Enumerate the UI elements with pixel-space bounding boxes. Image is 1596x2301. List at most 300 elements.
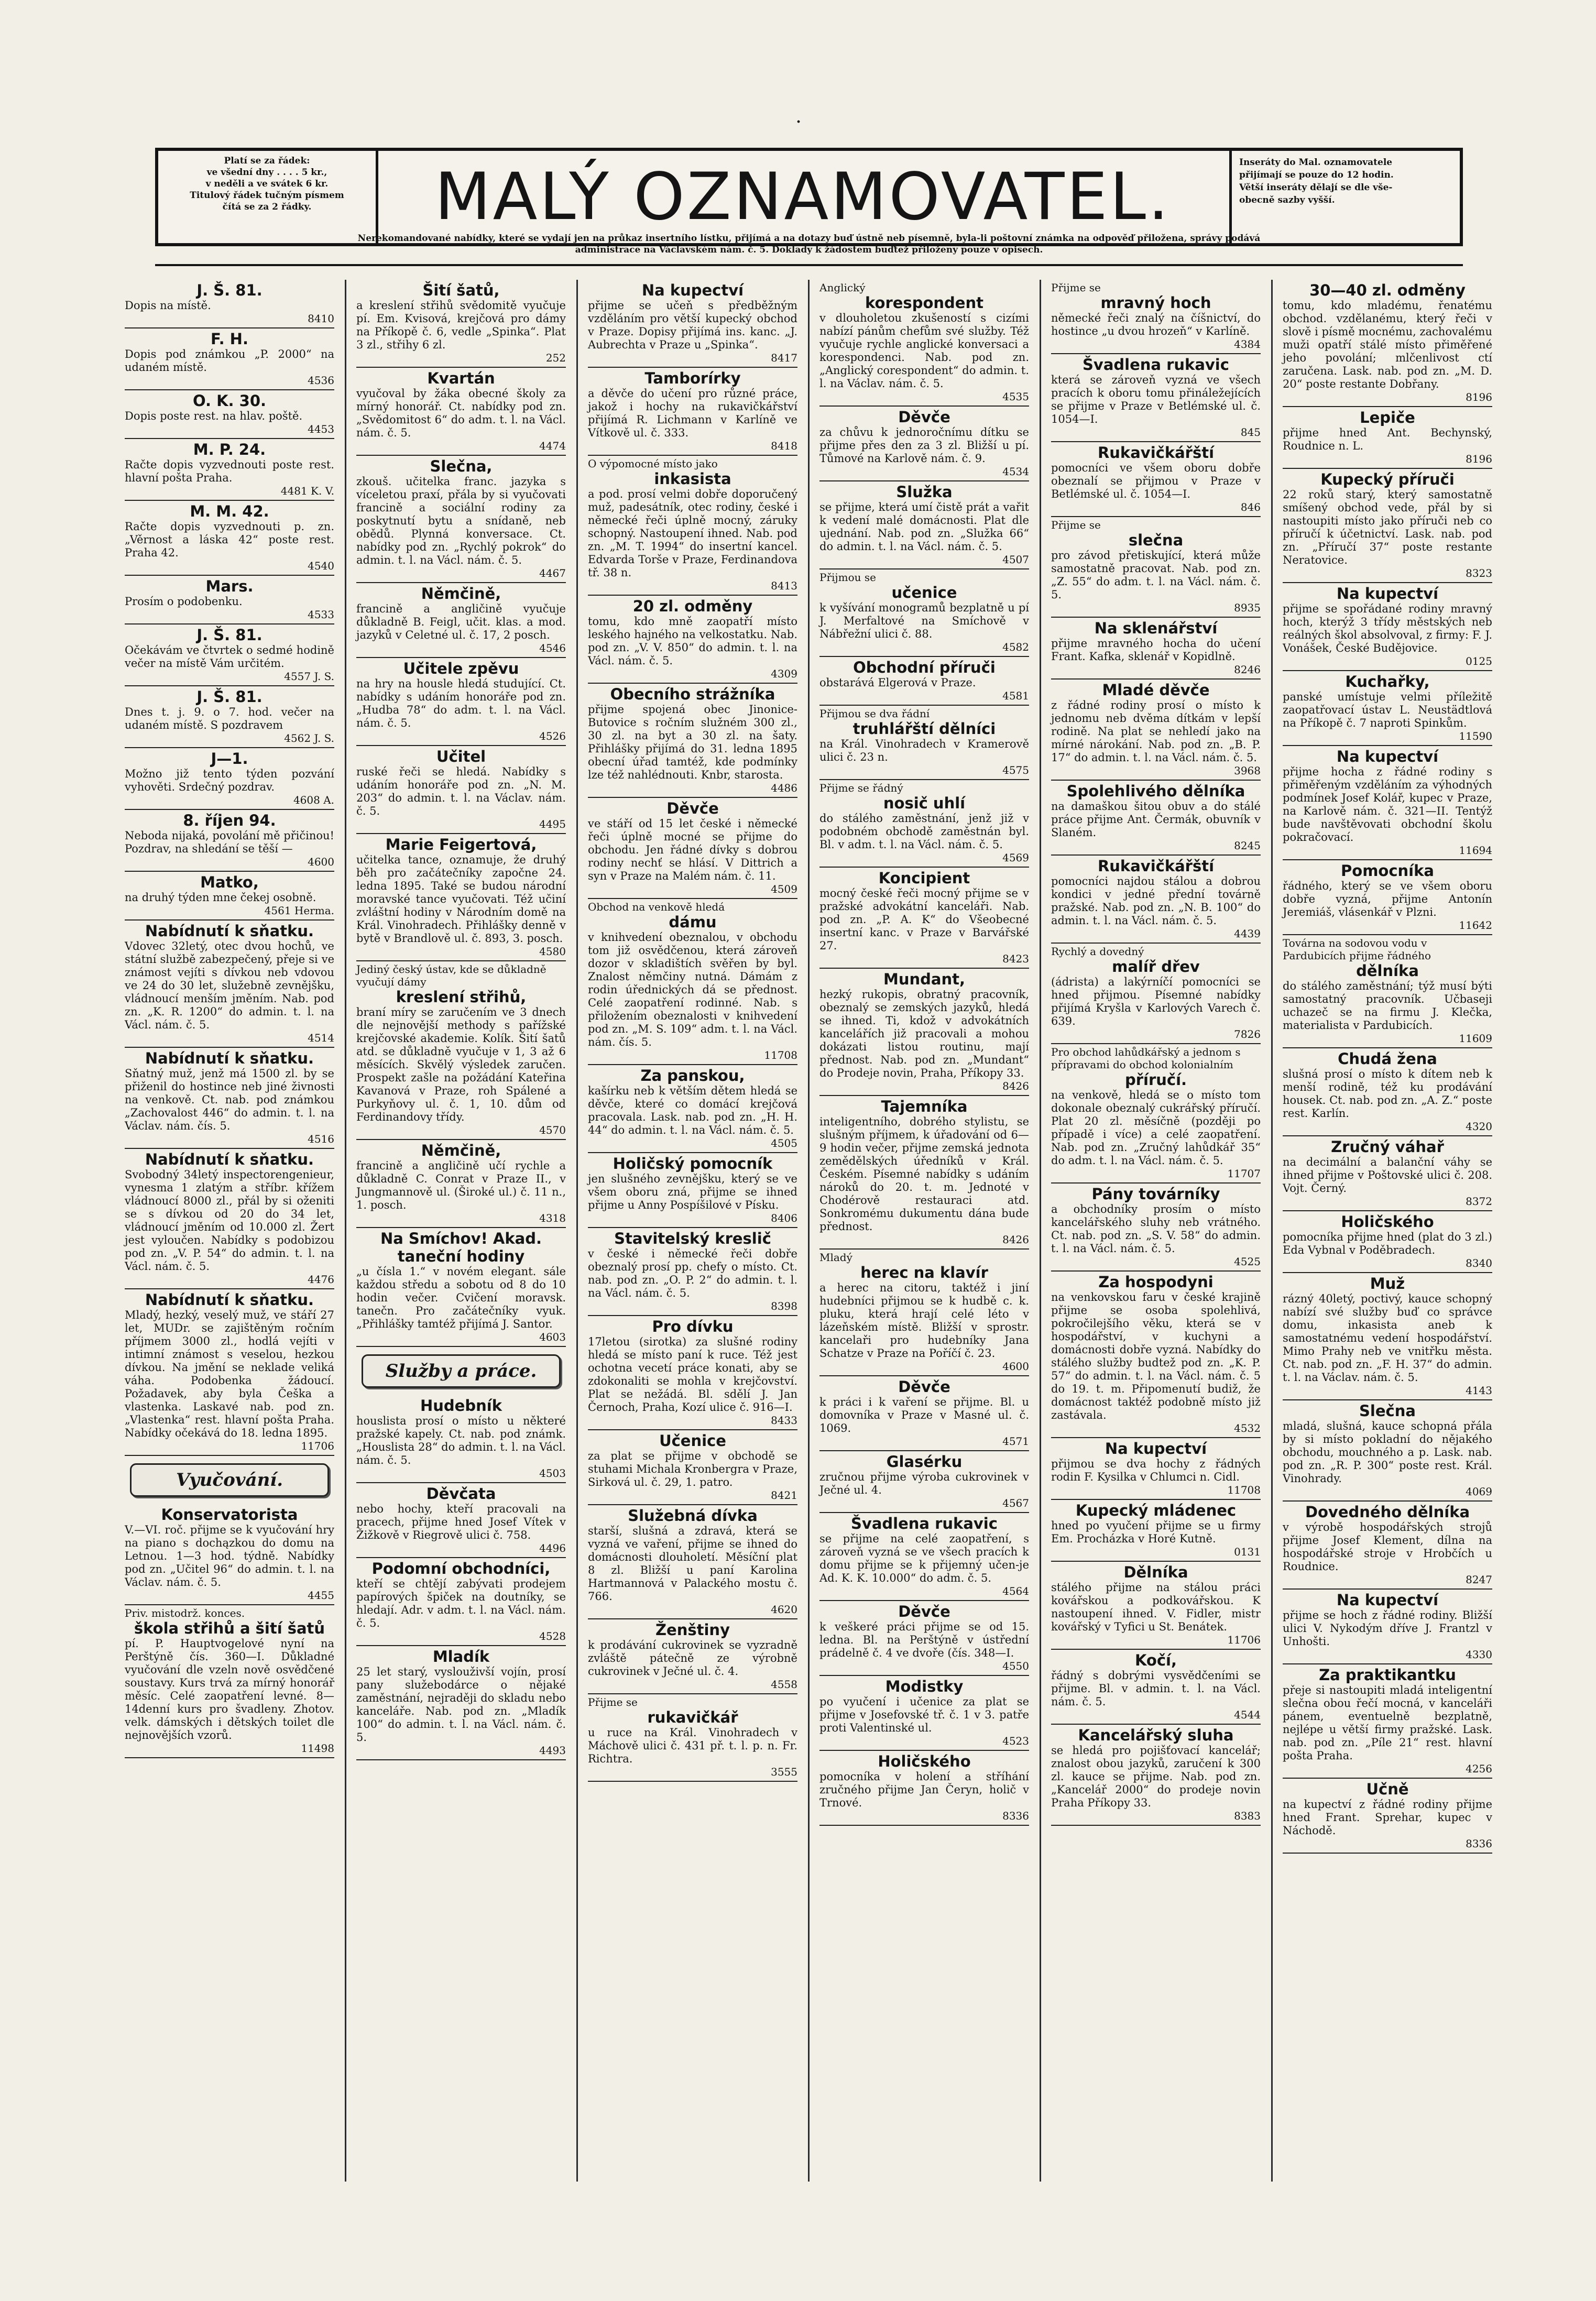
classified-ad <box>1051 618 1261 680</box>
ad-number: 4581 <box>1002 689 1029 702</box>
classified-ad <box>1283 1048 1492 1136</box>
ad-body: v výrobě hospodářských strojů přijme Josef Klement, dílna na hospodářské stroje v Hrobčích u Roudnice. <box>1283 1521 1492 1573</box>
classified-ad <box>1051 354 1261 442</box>
classified-ad <box>1283 1664 1492 1779</box>
notice-line: Nerekomandované nabídky, které se vydají jen na průkaz insertního lístku, přijímá a na dotazy buď ústně neb písemně, byla-li poštovní známka na odpověď přiložena, správy podává <box>357 233 1261 244</box>
ad-number: 4455 <box>308 1589 334 1602</box>
ad-heading: malíř dřev <box>1112 958 1200 976</box>
ad-body: učitelka tance, oznamuje, že druhý běh pro začátečníky započne 24. ledna 1895. Také se budou národní moravské tance vyučovati. Též učiní zvláštní hodiny v Národním domě na Král. Vinohradech. Přihlášky denně v bytě v Brandlově ul. č. 893, 3. posch. <box>356 853 566 945</box>
ad-body: a herec na citoru, taktéž i jiní hudebníci přijmou se k hudbě c. k. pluku, která hrají celé léto v lázeňském místě. Bližší v sprostr. kancelaři pro hudebníky Jana Schatze v Praze na Poříčí č. 23. <box>819 1281 1029 1360</box>
ad-heading: Na sklenářství <box>1094 619 1218 637</box>
ad-body: houslista prosí o místo u některé pražské kapely. Ct. nab. pod známk. „Houslista 28“ do admin. t. l. na Václ. nám. č. 5. <box>356 1415 566 1466</box>
ad-heading: Podomní obchodníci, <box>371 1560 551 1577</box>
ad-heading: Hudebník <box>420 1397 502 1415</box>
ad-preface: Pro obchod lahůdkářský a jednom s přípravami do obchod kolonialním <box>1051 1046 1241 1071</box>
column-rule <box>1271 280 1273 2182</box>
ad-body: Svobodný 34letý inspectorengenieur, vynesma 1 zlatým a stříbr. křížem vládnoucí 8000 zl., přál by si oženiti se s dívkou od 20 do 34 let, vládnoucí jměním od 10.000 zl. Žert jest vyloučen. Nabídky s podobizou pod zn. „V. P. 54“ do admin. t. l. na Václ. nám. č. 5. <box>125 1168 334 1273</box>
ad-body: v české i německé řeči dobře obeznalý prosí pp. chefy o místo. Ct. nab. pod zn. „O. P. 2“ do admin. t. l. na Václ. nám. č. 5. <box>588 1247 797 1299</box>
classified-ad <box>125 748 334 810</box>
ad-heading: Holičského <box>1341 1213 1434 1231</box>
ad-body: Dnes t. j. 9. o 7. hod. večer na udaném místě. S pozdravem <box>125 706 334 731</box>
ad-heading: Na kupectví <box>1105 1440 1207 1458</box>
classified-ad <box>356 280 566 368</box>
classified-ad <box>819 1601 1029 1676</box>
ad-number: 4476 <box>308 1273 334 1286</box>
ad-body: z řádné rodiny prosí o místo k jednomu neb dvěma dítkám v lepší rodině. Na plat se nehledí jako na mírné nárokání. Nab. pod zn. „B. P. 17“ do admin. t. l. na Václ. nám. č. 5. <box>1051 699 1261 764</box>
ad-body: vyučoval by žáka obecné školy za mírný honorář. Ct. nabídky pod zn. „Svědomitost 6“ do adm. t. l. na Václ. nám. č. 5. <box>356 387 566 439</box>
ad-heading: Děvče <box>898 1378 950 1396</box>
ad-number: 0131 <box>1234 1546 1261 1558</box>
ad-heading: Holičského <box>878 1752 971 1770</box>
ad-heading: příručí. <box>1124 1071 1187 1089</box>
column-rule <box>576 280 578 2182</box>
ad-body: k práci i k vaření se přijme. Bl. u domovníka v Praze v Masné ul. č. 1069. <box>819 1396 1029 1434</box>
ad-number: 11590 <box>1459 730 1492 742</box>
ad-heading: Kuchařky, <box>1345 673 1430 691</box>
ad-heading: Na Smíchov! Akad. taneční hodiny <box>380 1230 542 1265</box>
ad-number: 4575 <box>1002 764 1029 776</box>
ad-number: 4570 <box>539 1124 566 1136</box>
masthead-title: MALÝ OZNAMOVATEL. <box>434 159 1171 235</box>
ad-body: hezký rukopis, obratný pracovník, obeznalý se zemských jazyků, hledá se ihned. Ti, kdož v advokátních kancelářích již pracovali a mohou dokázati listou routinu, mají přednost. Nab. pod zn. „Mundant“ do Prodeje novin, Praha, Příkopy 33. <box>819 988 1029 1079</box>
ad-body: přijme spojená obec Jinonice-Butovice s ročním služném 300 zl., 30 zl. na byt a 30 zl. na šaty. Přihlášky přijímá do 31. ledna 1895 obecní úřad tamtéž, kde podmínky lze též nahlédnouti. Knbr, starosta. <box>588 703 797 781</box>
ad-heading: Učitel <box>436 748 486 765</box>
ad-column <box>1048 280 1264 2182</box>
ad-number: 4330 <box>1466 1648 1492 1661</box>
ad-column <box>585 280 801 2182</box>
ad-number: 845 <box>1240 426 1261 439</box>
ad-number: 0125 <box>1466 655 1492 667</box>
classified-ad <box>819 1250 1029 1376</box>
ad-heading: kreslení střihů, <box>396 988 527 1006</box>
ad-body: hned po vyučení přijme se u firmy Em. Procházka v Horé Kutně. <box>1051 1519 1261 1545</box>
ad-body: Račte dopis vyzvednouti poste rest. hlavní pošta Praha. <box>125 458 334 484</box>
ad-body: k veškeré práci přijme se od 15. ledna. Bl. na Perštýně v ústřední prádelně č. 4 ve dvoře (čís. 348—I. <box>819 1620 1029 1659</box>
classified-ad <box>125 576 334 624</box>
column-rule <box>1040 280 1041 2182</box>
ad-number: 4550 <box>1002 1660 1029 1672</box>
ad-body: v dlouholetou zkušeností s cizími nabízí pánům chefům své služby. Též vyučuje rychle anglické konversaci a korespondenci. Nab. pod zn. „Anglický corespondent“ do admin. t. l. na Václav. nám. č. 5. <box>819 312 1029 390</box>
classified-ad <box>819 481 1029 569</box>
price-line: v neděli a ve svátek 6 kr. <box>205 179 329 189</box>
ad-number: 11498 <box>301 1742 334 1755</box>
ad-heading: Kočí, <box>1134 1651 1177 1669</box>
classified-ad <box>356 961 566 1140</box>
ad-body: inteligentního, dobrého stylistu, se slušným příjmem, k úřadování od 6—9 hodin večer, přijme zemská jednota zemědělských úředníků v Král. Českém. Písemné nabídky s udáním nároků do 20. t. m. Jednoté v Chodérově restauraci atd. Sonkromému dukumentu dána bude přednost. <box>819 1115 1029 1233</box>
ad-number: 4533 <box>308 608 334 621</box>
ad-number: 4620 <box>771 1603 797 1616</box>
ad-number: 4439 <box>1234 927 1261 940</box>
ad-number: 4507 <box>1002 553 1029 566</box>
ad-heading: Chudá žena <box>1338 1050 1437 1068</box>
ad-body: u ruce na Král. Vinohradech v Máchově ulici č. 431 př. t. l. p. n. Fr. Richtra. <box>588 1726 797 1765</box>
ad-number: 4516 <box>308 1133 334 1145</box>
classified-ad <box>1283 671 1492 746</box>
ad-body: pomocníci najdou stálou a dobrou kondici v jedné přední továrně pražské. Nab. pod zn. „N. B. 100“ do admin. t. l. na Václ. nám. č. 5. <box>1051 875 1261 927</box>
ad-body: v knihvedení obeznalou, v obchodu tom již osvědčenou, která zároveň dozor v skladištích svěřen by byl. Znalost němčiny nutná. Dámám z rodin úřednických dá se přednost. Celé zaopatření rodinné. Nab. s přiložením obeznalosti v knihvedení pod zn. „M. S. 109“ adm. t. l. na Václ. nám. čís. 5. <box>588 931 797 1048</box>
column-rule <box>345 280 346 2182</box>
classified-ad <box>356 1228 566 1347</box>
ad-heading: Glasérku <box>886 1453 963 1471</box>
ad-number: 4603 <box>539 1331 566 1343</box>
ad-heading: Slečna <box>1359 1402 1416 1420</box>
classified-columns <box>122 280 1494 2182</box>
ad-heading: Učitele zpěvu <box>403 660 519 677</box>
ad-column <box>353 280 569 2182</box>
ad-preface: Jediný český ústav, kde se důkladně vyučují dámy <box>356 963 546 988</box>
classified-ad <box>1283 1211 1492 1273</box>
ad-heading: Muž <box>1370 1275 1405 1292</box>
classified-ad <box>1051 280 1261 354</box>
ad-heading: Pány továrníky <box>1091 1185 1220 1203</box>
classified-ad <box>1051 1562 1261 1650</box>
ad-heading: dámu <box>669 913 717 931</box>
ad-body: Dopis pod známkou „P. 2000“ na udaném místě. <box>125 348 334 374</box>
ad-number: 3555 <box>771 1766 797 1778</box>
ad-heading: J. Š. 81. <box>196 281 263 299</box>
ad-number: 4523 <box>1002 1735 1029 1747</box>
ad-number: 4569 <box>1002 851 1029 864</box>
ad-body: V.—VI. roč. přijme se k vyučování hry na piano s dochązkou do domu na Letnou. 1—3 hod. týdně. Nabídky pod zn. „Učitel 96“ do admin. t. l. na Václav. nám. č. 5. <box>125 1524 334 1588</box>
ad-body: Možno již tento týden pozvání vyhověti. Srdečný pozdrav. <box>125 768 334 793</box>
ad-heading: 8. říjen 94. <box>183 812 276 829</box>
ad-heading: Děvče <box>898 1603 950 1620</box>
ad-number: 4534 <box>1002 465 1029 478</box>
ad-number: 4505 <box>771 1137 797 1149</box>
classified-ad <box>588 798 797 899</box>
classified-ad <box>356 1646 566 1760</box>
ad-number: 4564 <box>1002 1585 1029 1597</box>
classified-ad <box>1283 746 1492 860</box>
classified-ad <box>819 1451 1029 1513</box>
ad-body: kašírku neb k větším dětem hledá se děvče, které co domácí krejčová pracovala. Lask. nab. pod zn. „H. H. 44“ do admin. t. l. na Václ. nám. č. 5. <box>588 1084 797 1136</box>
classified-ad <box>1051 517 1261 618</box>
classified-ad <box>1283 1502 1492 1590</box>
ad-number: 8421 <box>771 1489 797 1502</box>
ad-body: zkouš. učitelka franc. jazyka s víceletou praxí, přála by si vyučovati francině a sociální rodiny za poskytnutí bytu a snídaně, neb obědů. Plynná konversace. Ct. nabídky pod zn. „Rychlý pokrok“ do admin. t. l. na Václ. nám. č. 5. <box>356 475 566 566</box>
classified-ad <box>1051 1500 1261 1562</box>
ad-number: 4467 <box>539 567 566 579</box>
classified-ad <box>819 280 1029 407</box>
ad-column <box>122 280 337 2182</box>
insert-line: přijímají se pouze do 12 hodin. <box>1239 170 1394 180</box>
classified-ad <box>1051 944 1261 1044</box>
ad-heading: M. P. 24. <box>193 441 266 458</box>
ad-body: řádného, který se ve všem oboru dobře vyzná, přijme Antonín Jeremiáš, vlásenkář v Plzni. <box>1283 880 1492 918</box>
ad-heading: Na kupectví <box>1336 748 1439 765</box>
ad-number: 846 <box>1240 501 1261 513</box>
ad-body: na venkovskou faru v české krajině přijme se osoba spolehlivá, pokročilejšího věku, která se v hospodářství, v kuchyni a domácnosti dobře vyzná. Nabídky do stálého služby budtež pod zn. „K. P. 57“ do admin. t. l. na Václ. nám. č. 5 do 19. t. m. Připomenutí budiž, že domácnost taktéž podobně místo již zastávala. <box>1051 1291 1261 1421</box>
classified-ad <box>588 456 797 596</box>
ad-body: stálého přijme na stálou práci kovářskou a podkovářskou. K nastoupení ihned. V. Fidler, mistr kovářský v Tyfici u St. Benátek. <box>1051 1581 1261 1633</box>
ad-number: 8433 <box>771 1414 797 1427</box>
ad-number: 8406 <box>771 1212 797 1224</box>
ad-heading: Děvčata <box>426 1485 496 1503</box>
ad-body: panské umístuje velmi příležitě zaopatřovací ústav L. Neustädtlová na Příkopě č. 7 naproti Spinkům. <box>1283 691 1492 729</box>
ad-number: 8196 <box>1466 391 1492 403</box>
classified-ad <box>819 407 1029 481</box>
ad-heading: 20 zl. odměny <box>632 597 753 615</box>
ad-number: 4528 <box>539 1630 566 1642</box>
ad-number: 11694 <box>1459 844 1492 857</box>
ad-body: se hledá pro pojišťovací kancelář; znalost obou jazyků, zaručení k 300 zl. kauce se přijme. Nab. pod zn. „Kancelář 2000“ do prodeje novin Praha Příkopy 33. <box>1051 1744 1261 1809</box>
classified-ad <box>819 706 1029 780</box>
ad-heading: Ženštiny <box>655 1621 730 1639</box>
ad-number: 4535 <box>1002 390 1029 403</box>
ad-body: nebo hochy, kteří pracovali na pracech, přijme hned Josef Vítek v Žižkově v Riegrově ulici č. 758. <box>356 1503 566 1541</box>
ad-number: 7826 <box>1234 1028 1261 1040</box>
classified-ad <box>125 1149 334 1289</box>
ad-heading: Obchodní příruči <box>853 659 996 676</box>
ad-heading: Mladík <box>432 1648 490 1666</box>
classified-ad <box>588 1228 797 1316</box>
classified-ad <box>125 686 334 748</box>
masthead-price-box <box>158 151 378 243</box>
ad-number: 4558 <box>771 1678 797 1691</box>
ad-body: francině a angličině vyučuje důkladně B. Feigl, učit. klas. a mod. jazyků v Celetné ul. č. 17, 2 posch. <box>356 602 566 641</box>
classified-ad <box>1051 1272 1261 1438</box>
ad-number: 8417 <box>771 352 797 364</box>
ad-number: 4069 <box>1466 1485 1492 1498</box>
ad-body: ruské řeči se hledá. Nabídky s udáním honoráře pod zn. „N. M. 203“ do admin. t. l. na Václav. nám. č. 5. <box>356 765 566 817</box>
ad-preface: Přijmou se dva řádní <box>819 707 930 720</box>
ad-body: mocný české řeči mocný přijme se v pražské advokátní kanceláři. Nab. pod zn. „P. A. K“ do Všeobecné insertní kanc. v Praze v Barvářské 27. <box>819 887 1029 952</box>
ad-number: 4493 <box>539 1744 566 1757</box>
ad-body: do stálého zaměstnání; týž musí býti samostatný pracovník. Učbaseji uchazeč se na firmu J. Klečka, materialista v Pardubicích. <box>1283 980 1492 1032</box>
ad-number: 11707 <box>1227 1167 1261 1180</box>
ad-heading: Holičský pomocník <box>613 1155 773 1173</box>
ad-number: 4561 Herma. <box>264 904 334 917</box>
ad-number: 8423 <box>1002 952 1029 965</box>
ad-number: 4256 <box>1466 1762 1492 1775</box>
ad-number: 4536 <box>308 374 334 387</box>
ad-heading: korespondent <box>865 294 983 312</box>
classified-ad <box>819 569 1029 657</box>
ad-heading: Za hospodyni <box>1098 1273 1214 1291</box>
insert-line: Větší inseráty dělají se dle vše- <box>1239 182 1393 193</box>
ad-heading: Konservatorista <box>161 1506 298 1524</box>
ad-number: 4496 <box>539 1542 566 1554</box>
ad-body: Sňatný muž, jenž má 1500 zl. by se přiženil do hostince neb jiné živnosti na venkově. Ct. nab. pod známkou „Zachovalost 446“ do admin. t. l. na Václav. nám. čís. 5. <box>125 1067 334 1132</box>
classified-ad <box>125 624 334 686</box>
administration-notice <box>155 233 1463 266</box>
ad-body: rázný 40letý, poctivý, kauce schopný nabízí své služby buď co správce domu, inkasista aneb k samostatnému vedení hospodářství. Mimo Prahy neb ve vnitřku města. Ct. nab. pod zn. „F. H. 37“ do admin. t. l. na Václav. nám. č. 5. <box>1283 1292 1492 1384</box>
ad-number: 4495 <box>539 818 566 830</box>
classified-ad <box>1283 280 1492 407</box>
ad-number: 8340 <box>1466 1257 1492 1269</box>
ad-preface: Přijmou se <box>819 571 876 584</box>
ad-heading: Mladé děvče <box>1102 681 1210 699</box>
ad-number: 4525 <box>1234 1255 1261 1268</box>
ad-heading: Nabídnutí k sňatku. <box>145 1049 314 1067</box>
ad-preface: O výpomocné místo jako <box>588 457 718 470</box>
ad-preface: Přijme se <box>588 1696 638 1708</box>
ad-heading: J. Š. 81. <box>196 688 263 706</box>
classified-ad <box>1051 1184 1261 1272</box>
ad-body: Dopis na místě. <box>125 299 211 312</box>
ad-heading: Obecního strážníka <box>610 685 775 703</box>
ad-number: 4544 <box>1234 1708 1261 1721</box>
masthead-insert-box <box>1229 151 1460 243</box>
classified-ad <box>588 368 797 456</box>
ad-number: 11708 <box>1227 1484 1261 1496</box>
classified-ad <box>1283 407 1492 469</box>
classified-ad <box>588 596 797 684</box>
ad-body: slušná prosí o místo k dítem neb k menší rodině, též ku prodávání housek. Ct. nab. pod zn. „A. Z.“ poste rest. Karlín. <box>1283 1068 1492 1120</box>
ad-body: přijme hocha z řádné rodiny s přiměřeným vzděláním za výhodných podmínek Josef Kolář, kupec v Praze, na Karlově nám. č. 321—II. Tentýž bude navštěvovati obchodní školu pokračovací. <box>1283 765 1492 843</box>
ad-body: (ádrista) a lakýrníčí pomocníci se hned přijmou. Písemné nabídky přijímá Kryšla v Karlových Varech č. 639. <box>1051 976 1261 1027</box>
ad-number: 4567 <box>1002 1497 1029 1509</box>
ad-heading: Nabídnutí k sňatku. <box>145 1291 314 1309</box>
classified-ad <box>588 1619 797 1694</box>
ad-number: 8383 <box>1234 1810 1261 1822</box>
ad-number: 4571 <box>1002 1435 1029 1448</box>
ad-heading: Na kupectví <box>1336 1591 1439 1609</box>
classified-ad <box>1051 1438 1261 1500</box>
ad-body: „u čísla 1.“ v novém elegant. sále každou středu a sobotu od 8 do 10 hodin večer. Cvičení moravsk. tanečn. Pro začátečníky vyuk. „Přihlášky tamtéž přijímá J. Santor. <box>356 1265 566 1330</box>
ad-heading: O. K. 30. <box>192 392 267 410</box>
classified-ad <box>1283 860 1492 935</box>
ad-heading: Marie Feigertová, <box>385 836 537 853</box>
ad-number: 4474 <box>539 440 566 452</box>
ad-preface: Továrna na sodovou vodu v Pardubicích přijme řádného <box>1283 937 1431 962</box>
ad-body: a obchodníky prosím o místo kancelářského sluhy neb vrátného. Ct. nab. pod zn. „S. V. 58“ do admin. t. l. na Václ. nám. č. 5. <box>1051 1203 1261 1255</box>
ad-heading: Dělníka <box>1123 1563 1188 1581</box>
ad-number: 8413 <box>771 579 797 592</box>
ad-body: na kupectví z řádné rodiny přijme hned Frant. Sprehar, kupec v Náchodě. <box>1283 1798 1492 1837</box>
ad-body: pomocníka v holení a stříhání zručného přijme Jan Čeryn, holič v Trnové. <box>819 1770 1029 1809</box>
classified-ad <box>1283 1273 1492 1400</box>
section-heading: Vyučování. <box>130 1463 329 1497</box>
ad-number: 4532 <box>1234 1422 1261 1434</box>
ad-number: 8336 <box>1466 1837 1492 1850</box>
ad-preface: Přijme se <box>1051 519 1101 531</box>
masthead <box>155 148 1463 246</box>
ad-heading: Za panskou, <box>640 1067 745 1084</box>
ad-number: 8372 <box>1466 1195 1492 1208</box>
ad-body: přeje si nastoupiti mladá inteligentní slečna obou řečí mocná, v kanceláři pánem, eventuelně bezplatně, nejlépe u větší firmy pražské. Lask. nab. pod zn. „Píle 21“ rest. hlavní pošta Praha. <box>1283 1684 1492 1762</box>
ad-body: za chůvu k jednoročnímu dítku se přijme přes den za 3 zl. Bližší u pí. Tůmové na Karlově nám. č. 9. <box>819 426 1029 465</box>
classified-ad <box>819 1751 1029 1826</box>
ad-number: 8247 <box>1466 1573 1492 1586</box>
ad-body: mladá, slušná, kauce schopná přála by si místo pokladní do nějakého obchodu, mouchného a p. Lask. nab. pod zn. „R. P. 300“ poste rest. Král. Vinohrady. <box>1283 1420 1492 1485</box>
classified-ad <box>1051 680 1261 781</box>
classified-ad <box>588 899 797 1065</box>
classified-ad <box>356 1395 566 1483</box>
ad-heading: Němčině, <box>421 585 501 602</box>
ad-body: po vyučení i učenice za plat se přijme v Josefovské tř. č. 1 v 3. patře proti Valentinské ul. <box>819 1695 1029 1734</box>
ad-number: 4143 <box>1466 1384 1492 1397</box>
classified-ad <box>819 780 1029 868</box>
ad-heading: učenice <box>891 584 957 601</box>
ad-heading: Koncipient <box>878 869 970 887</box>
ad-number: 11642 <box>1459 919 1492 932</box>
ad-heading: Rukavičkářští <box>1097 857 1215 875</box>
ad-heading: Slečna, <box>430 457 493 475</box>
ad-body: přijme se učeň s předběžným vzděláním pro větší kupecký obchod v Praze. Dopisy přijímá ins. kanc. „J. Aubrechta v Praze u „Spinka“. <box>588 299 797 351</box>
ad-heading: 30—40 zl. odměny <box>1309 281 1466 299</box>
ad-number: 8426 <box>1002 1233 1029 1246</box>
ad-heading: Služka <box>896 483 953 501</box>
ad-number: 8398 <box>771 1300 797 1312</box>
ad-body: německé řeči znalý na číšnictví, do hostince „u dvou hrozeň“ v Karlíně. <box>1051 312 1261 337</box>
classified-ad <box>819 1096 1029 1250</box>
ad-body: přijme hned Ant. Bechynský, Roudnice n. L. <box>1283 426 1492 452</box>
ad-number: 4557 J. S. <box>284 670 334 683</box>
classified-ad <box>588 684 797 798</box>
ad-heading: inkasista <box>654 470 731 488</box>
ad-heading: Na kupectví <box>641 281 744 299</box>
classified-ad <box>819 1676 1029 1751</box>
classified-ad <box>125 1504 334 1605</box>
ad-heading: Kancelářský sluha <box>1078 1726 1234 1744</box>
ad-body: na damaškou šitou obuv a do stálé práce přijme Ant. Čermák, obuvník v Slaném. <box>1051 800 1261 839</box>
classified-ad <box>819 1376 1029 1451</box>
classified-ad <box>588 1065 797 1153</box>
ad-body: tomu, kdo mně zaopatří místo leského hajného na velkostatku. Nab. pod zn. „V. V. 850“ do admin. t. l. na Václ. nám. č. 5. <box>588 615 797 667</box>
ad-number: 4503 <box>539 1467 566 1480</box>
ad-body: braní míry se zaručením ve 3 dnech dle nejnovější methody s pařížské krejčovské akademie. Kolík. Šití šatů atd. se důkladně vyučuje v 1, 3 až 6 měsících. Skvělý výsledek zaručen. Prospekt zašle na požádání Kateřina Kavanová v Praze, roh Spálené a Purkyňovy ul. č. 1, 10. dům od Ferdinandovy třídy. <box>356 1006 566 1123</box>
ad-body: pomocníci ve všem oboru dobře obeznalí se přijmou v Praze v Betlémské ul. č. 1054—I. <box>1051 462 1261 500</box>
ad-number: 252 <box>545 352 566 364</box>
ad-heading: Pro dívku <box>652 1318 734 1335</box>
ad-number: 4562 J. S. <box>284 732 334 744</box>
ad-heading: J. Š. 81. <box>196 626 263 644</box>
ad-number: 4453 <box>308 423 334 435</box>
ad-heading: Tamborírky <box>644 369 741 387</box>
ad-number: 11609 <box>1459 1032 1492 1045</box>
price-line: Titulový řádek tučným písmem <box>190 190 344 201</box>
ad-heading: herec na klavír <box>860 1264 988 1281</box>
classified-ad <box>1283 583 1492 671</box>
ad-body: přijme se spořádané rodiny mravný hoch, kterýž 3 třídy městských neb reálných škol absolvoval, z firmy: F. J. Vonášek, České Budějovice. <box>1283 602 1492 654</box>
ad-heading: Švadlena rukavic <box>851 1515 998 1532</box>
classified-ad <box>819 868 1029 969</box>
classified-ad <box>1051 1725 1261 1826</box>
ad-heading: Šití šatů, <box>422 281 500 299</box>
ad-number: 8418 <box>771 440 797 452</box>
page-number: · <box>796 114 801 130</box>
ad-body: přijme se hoch z řádné rodiny. Bližší ulici V. Nykodým dříve J. Frantzl v Unhošti. <box>1283 1609 1492 1648</box>
ad-heading: Lepiče <box>1360 409 1415 426</box>
ad-body: kteří se chtějí zabývati prodejem papírových špiček na doutníky, se hledají. Adr. v adm. t. l. na Václ. nám. č. 5. <box>356 1577 566 1629</box>
ad-number: 4486 <box>771 782 797 794</box>
ad-number: 4318 <box>539 1212 566 1224</box>
ad-number: 4540 <box>308 560 334 572</box>
ad-heading: nosič uhlí <box>883 794 966 812</box>
ad-heading: rukavičkář <box>647 1708 738 1726</box>
ad-heading: M. M. 42. <box>190 502 269 520</box>
classified-ad <box>819 969 1029 1096</box>
ad-body: pro závod přetiskující, která může samostatně pracovat. Nab. pod zn. „Z. 55“ do adm. t. l. na Václ. nám. č. 5. <box>1051 549 1261 601</box>
ad-number: 4320 <box>1466 1120 1492 1133</box>
ad-number: 4514 <box>308 1032 334 1044</box>
ad-heading: Mundant, <box>883 970 965 988</box>
ad-preface: Rychlý a dovedný <box>1051 945 1144 958</box>
ad-heading: škola střihů a šití šatů <box>134 1619 325 1637</box>
ad-number: 4526 <box>539 730 566 742</box>
ad-number: 4582 <box>1002 641 1029 653</box>
ad-body: do stálého zaměstnání, jenž již v podobném obchodě zaměstnán byl. Bl. v adm. t. l. na Václ. nám. č. 5. <box>819 812 1029 851</box>
ad-number: 8426 <box>1002 1080 1029 1092</box>
ad-body: na Král. Vinohradech v Kramerově ulici č. 23 n. <box>819 738 1029 763</box>
ad-heading: Němčině, <box>421 1142 501 1159</box>
ad-heading: Pomocníka <box>1341 862 1434 880</box>
classified-ad <box>1051 856 1261 944</box>
ad-number: 3968 <box>1234 764 1261 777</box>
ad-number: 4580 <box>539 945 566 958</box>
ad-body: Mladý, hezký, veselý muž, ve stáří 27 let, MUDr. se zajištěným ročním příjmem 3000 zl., hodlá vejíti v intimní známost s veselou, hezkou dívkou. Na jmění se neklade veliká váha. Podobenka žádoucí. Požadavek, aby byla Češka a vlastenka. Laskavé nab. pod zn. „Vlastenka“ rest. hlavní pošta Praha. Nabídky očekává do 18. ledna 1895. <box>125 1309 334 1439</box>
